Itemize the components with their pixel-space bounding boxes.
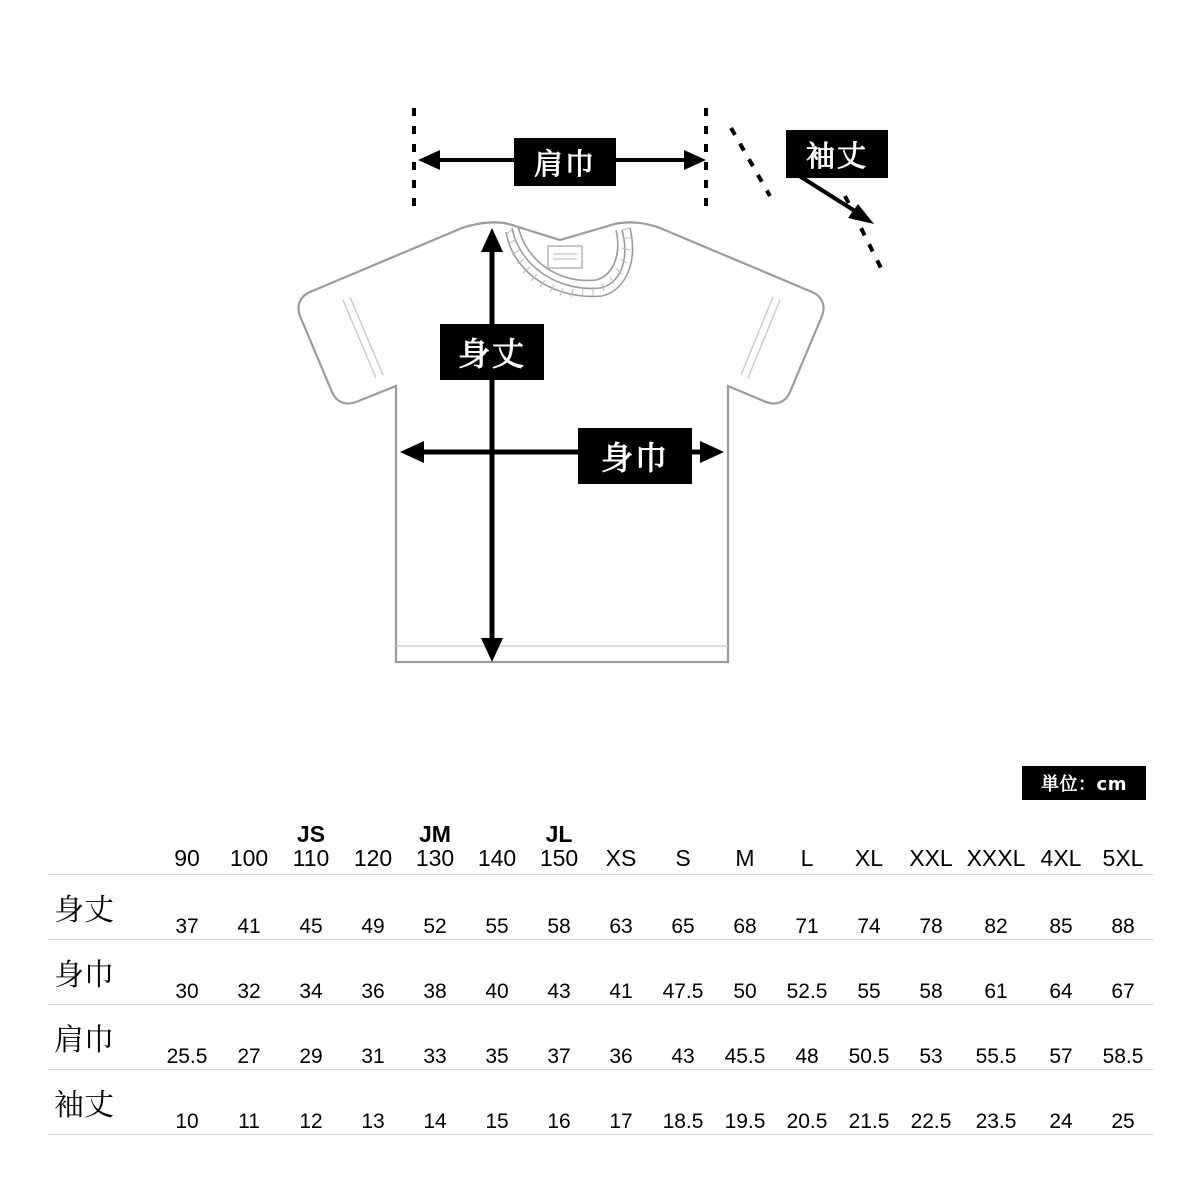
size-table-body [48, 875, 1154, 1135]
col-header-14 [1030, 812, 1092, 875]
col-main-3: 120 [353, 844, 393, 871]
cell-2-14: 57 [1049, 1045, 1073, 1068]
cell-0-2: 45 [299, 915, 323, 938]
col-main-5: 140 [477, 844, 517, 871]
col-sub-4: JM [419, 820, 451, 847]
col-main-2: 110 [292, 844, 330, 871]
row-label-shoulder-width: 肩巾 [54, 1023, 114, 1058]
size-table-head [48, 812, 1154, 875]
col-header-4 [404, 812, 466, 875]
label-body-width: 身巾 [578, 428, 692, 484]
col-header-7 [590, 812, 652, 875]
cell-2-7: 36 [609, 1045, 633, 1068]
cell-1-7: 41 [609, 980, 633, 1003]
size-table [48, 812, 1154, 1135]
tshirt-outline [298, 222, 823, 662]
cell-2-11: 50.5 [848, 1045, 890, 1068]
cell-3-12: 22.5 [910, 1110, 952, 1133]
cell-3-4: 14 [423, 1110, 447, 1133]
col-header-1 [218, 812, 280, 875]
cell-2-1: 27 [237, 1045, 261, 1068]
col-header-8 [652, 812, 714, 875]
unit-badge: 単位：cm [1022, 766, 1146, 800]
label-sleeve-length: 袖丈 [786, 130, 888, 178]
col-main-15: 5XL [1102, 844, 1144, 871]
cell-3-3: 13 [361, 1110, 385, 1133]
table-row [48, 1070, 1154, 1135]
cell-3-14: 24 [1049, 1110, 1073, 1133]
cell-3-9: 19.5 [724, 1110, 766, 1133]
cell-2-3: 31 [361, 1045, 385, 1068]
cell-1-4: 38 [423, 980, 447, 1003]
cell-1-15: 67 [1111, 980, 1135, 1003]
cell-1-5: 40 [485, 980, 509, 1003]
cell-0-7: 63 [609, 915, 633, 938]
col-main-12: XXL [909, 844, 953, 871]
cell-1-0: 30 [175, 980, 199, 1003]
cell-3-15: 25 [1111, 1110, 1135, 1133]
cell-2-9: 45.5 [724, 1045, 766, 1068]
cell-2-2: 29 [299, 1045, 323, 1068]
col-header-12 [900, 812, 962, 875]
col-main-0: 90 [174, 844, 200, 871]
cell-1-2: 34 [299, 980, 323, 1003]
label-body-length: 身丈 [440, 324, 544, 380]
col-header-5 [466, 812, 528, 875]
cell-0-10: 71 [795, 915, 819, 938]
cell-1-1: 32 [237, 980, 261, 1003]
cell-2-5: 35 [485, 1045, 509, 1068]
col-header-13 [962, 812, 1030, 875]
cell-3-1: 11 [238, 1110, 260, 1133]
table-row [48, 940, 1154, 1005]
col-main-14: 4XL [1040, 844, 1082, 871]
cell-0-6: 58 [547, 915, 571, 938]
cell-2-0: 25.5 [166, 1045, 208, 1068]
cell-3-0: 10 [175, 1110, 199, 1133]
col-header-0 [156, 812, 218, 875]
col-header-2 [280, 812, 342, 875]
col-main-4: 130 [415, 844, 455, 871]
row-label-sleeve-length: 袖丈 [54, 1088, 114, 1123]
cell-0-9: 68 [733, 915, 757, 938]
cell-1-8: 47.5 [662, 980, 704, 1003]
cell-2-13: 55.5 [975, 1045, 1017, 1068]
cell-0-1: 41 [237, 915, 261, 938]
cell-0-15: 88 [1111, 915, 1135, 938]
cell-0-14: 85 [1049, 915, 1073, 938]
cell-0-12: 78 [919, 915, 943, 938]
cell-0-3: 49 [361, 915, 385, 938]
cell-1-13: 61 [984, 980, 1008, 1003]
cell-2-8: 43 [671, 1045, 695, 1068]
cell-3-13: 23.5 [975, 1110, 1017, 1133]
row-label-body-length: 身丈 [54, 893, 114, 928]
col-main-6: 150 [539, 844, 579, 871]
cell-3-11: 21.5 [848, 1110, 890, 1133]
table-row [48, 875, 1154, 940]
corner-cell [48, 812, 156, 875]
col-main-10: L [800, 844, 814, 871]
cell-0-4: 52 [423, 915, 447, 938]
size-table-header-row [48, 812, 1154, 875]
cell-3-2: 12 [299, 1110, 323, 1133]
col-main-13: XXXL [966, 844, 1026, 871]
cell-0-11: 74 [857, 915, 881, 938]
cell-1-12: 58 [919, 980, 943, 1003]
cell-0-0: 37 [175, 915, 199, 938]
cell-1-6: 43 [547, 980, 571, 1003]
size-table-container [48, 812, 1152, 1135]
cell-0-13: 82 [984, 915, 1008, 938]
cell-2-15: 58.5 [1102, 1045, 1144, 1068]
cell-3-6: 16 [547, 1110, 571, 1133]
sleeve-length-arrow [790, 170, 874, 224]
cell-2-10: 48 [795, 1045, 819, 1068]
col-sub-6: JL [545, 820, 573, 847]
cell-2-4: 33 [423, 1045, 447, 1068]
col-main-8: S [675, 844, 691, 871]
label-shoulder-width: 肩巾 [514, 138, 616, 186]
col-main-7: XS [605, 844, 637, 871]
cell-3-8: 18.5 [662, 1110, 704, 1133]
cell-1-14: 64 [1049, 980, 1073, 1003]
cell-1-9: 50 [733, 980, 757, 1003]
cell-1-10: 52.5 [786, 980, 828, 1003]
col-main-9: M [735, 844, 755, 871]
col-main-11: XL [854, 844, 884, 871]
cell-2-12: 53 [919, 1045, 943, 1068]
col-header-6 [528, 812, 590, 875]
cell-1-11: 55 [857, 980, 881, 1003]
cell-0-5: 55 [485, 915, 509, 938]
cell-3-5: 15 [485, 1110, 509, 1133]
table-row [48, 1005, 1154, 1070]
row-label-body-width: 身巾 [54, 958, 114, 993]
cell-0-8: 65 [671, 915, 695, 938]
cell-3-10: 20.5 [786, 1110, 828, 1133]
col-header-3 [342, 812, 404, 875]
col-main-1: 100 [229, 844, 269, 871]
col-header-9 [714, 812, 776, 875]
col-sub-2: JS [296, 820, 326, 847]
cell-1-3: 36 [361, 980, 385, 1003]
col-header-11 [838, 812, 900, 875]
col-header-10 [776, 812, 838, 875]
cell-3-7: 17 [609, 1110, 633, 1133]
col-header-15 [1092, 812, 1154, 875]
cell-2-6: 37 [547, 1045, 571, 1068]
